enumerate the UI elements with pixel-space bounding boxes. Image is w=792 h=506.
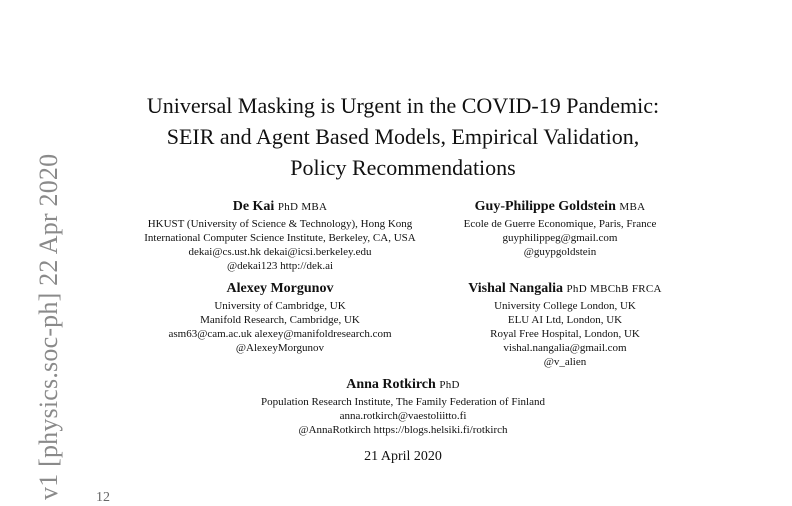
author-name: Guy-Philippe Goldstein: [474, 199, 616, 214]
author-affiliation: Population Research Institute, The Family Federation of Finland: [261, 396, 545, 408]
author-affiliation: Royal Free Hospital, London, UK: [490, 328, 640, 340]
author-affiliation: HKUST (University of Science & Technology), Hong Kong: [147, 218, 413, 230]
author-degrees: MBA: [619, 201, 646, 213]
title-line: Policy Recommendations: [290, 155, 516, 180]
author-handle: @guypgoldstein: [523, 246, 597, 258]
author-affiliation: Manifold Research, Cambridge, UK: [200, 314, 360, 326]
author-handle: @v_alien: [543, 356, 587, 368]
author-name: Vishal Nangalia: [468, 281, 563, 296]
author-affiliation: University of Cambridge, UK: [214, 300, 346, 312]
author-name: De Kai: [232, 199, 275, 214]
author-affiliation: ELU AI Ltd, London, UK: [507, 314, 623, 326]
author-handle: @dekai123 http://dek.ai: [226, 260, 334, 272]
author-name: Anna Rotkirch: [346, 377, 436, 392]
author-block-morgunov: [130, 279, 430, 355]
arxiv-sidebar: [0, 0, 63, 500]
footer-page-mark: 12: [96, 490, 110, 505]
author-affiliation: Ecole de Guerre Economique, Paris, France: [463, 218, 657, 230]
arxiv-stamp: v1 [physics.soc-ph] 22 Apr 2020: [34, 153, 63, 500]
title-line: Universal Masking is Urgent in the COVID-19 Pandemic:: [146, 93, 660, 118]
author-handle: @AlexeyMorgunov: [235, 342, 325, 354]
author-block-de-kai: [130, 197, 430, 273]
title-line: SEIR and Agent Based Models, Empirical Validation,: [166, 124, 640, 149]
author-block-nangalia: [430, 279, 700, 369]
author-block-goldstein: [430, 197, 690, 259]
author-affiliation: University College London, UK: [494, 300, 636, 312]
paper-title: [100, 90, 706, 183]
author-handle: @AnnaRotkirch https://blogs.helsiki.fi/rotkirch: [298, 424, 508, 436]
author-email: guyphilippeg@gmail.com: [502, 232, 618, 244]
author-email: dekai@cs.ust.hk dekai@icsi.berkeley.edu: [188, 246, 372, 258]
author-degrees: PhD: [439, 379, 460, 391]
author-affiliation: International Computer Science Institute, Berkeley, CA, USA: [144, 232, 416, 244]
paper-date: 21 April 2020: [364, 449, 442, 464]
author-block-rotkirch: [230, 375, 576, 437]
author-email: anna.rotkirch@vaestoliitto.fi: [339, 410, 467, 422]
author-email: asm63@cam.ac.uk alexey@manifoldresearch.com: [168, 328, 392, 340]
author-degrees: PhD MBA: [277, 201, 328, 213]
author-email: vishal.nangalia@gmail.com: [503, 342, 627, 354]
author-degrees: PhD MBChB FRCA: [566, 283, 662, 295]
author-name: Alexey Morgunov: [226, 281, 334, 296]
